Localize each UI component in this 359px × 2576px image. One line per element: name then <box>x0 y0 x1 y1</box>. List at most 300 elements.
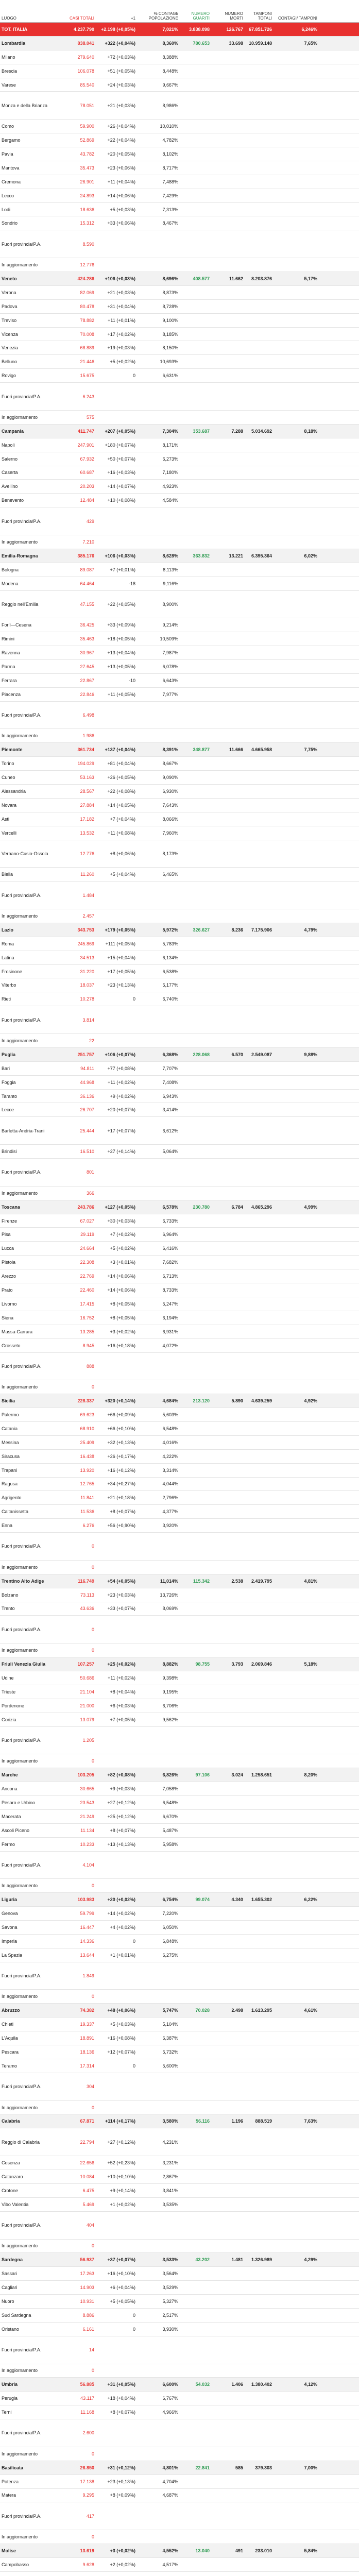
province-row <box>0 2364 359 2378</box>
cell-pct-popolazione: 4,584% <box>162 498 178 503</box>
region-row <box>0 425 359 438</box>
cell-luogo: Trapani <box>2 1467 18 1473</box>
province-row <box>0 1948 359 1962</box>
cell-nuovi-casi: +1 (+0,02%) <box>110 2201 135 2207</box>
cell-guariti: 115.342 <box>193 1578 210 1584</box>
province-row <box>0 1325 359 1339</box>
cell-luogo: Ancona <box>2 1786 18 1792</box>
cell-luogo: Lombardia <box>2 40 26 46</box>
cell-luogo: Fuori provincia/P.A. <box>2 394 42 399</box>
province-row <box>0 1006 359 1034</box>
cell-pct-popolazione: 8,360% <box>162 40 178 46</box>
region-row <box>0 1394 359 1408</box>
cell-luogo: TOT. ITALIA <box>2 26 28 32</box>
cell-luogo: Piacenza <box>2 691 21 697</box>
cell-pct-popolazione: 8,628% <box>162 553 178 558</box>
cell-luogo: Campania <box>2 428 24 434</box>
province-row <box>0 1228 359 1242</box>
cell-pct-popolazione: 2,867% <box>162 2174 178 2179</box>
cell-nuovi-casi: +14 (+0,06%) <box>107 1274 135 1279</box>
cell-pct-popolazione: 9,195% <box>162 1689 178 1694</box>
cell-luogo: Treviso <box>2 317 17 323</box>
cell-nuovi-casi: +72 (+0,03%) <box>107 54 135 60</box>
cell-nuovi-casi: +7 (+0,01%) <box>110 567 135 572</box>
province-row <box>0 2572 359 2576</box>
cell-nuovi-casi: 0 <box>132 2063 135 2069</box>
province-row <box>0 2336 359 2364</box>
cell-nuovi-casi: +8 (+0,07%) <box>110 1827 135 1833</box>
cell-luogo: Fuori provincia/P.A. <box>2 2347 42 2353</box>
province-row <box>0 230 359 258</box>
cell-casi-totali: 107.257 <box>77 1662 94 1667</box>
cell-casi-totali: 116.749 <box>77 1578 94 1584</box>
cell-pct-popolazione: 6,964% <box>162 1232 178 1238</box>
cell-pct-popolazione: 6,050% <box>162 1924 178 1930</box>
province-row <box>0 937 359 951</box>
cell-casi-totali: 50.686 <box>80 1675 94 1681</box>
cell-casi-totali: 30.967 <box>80 650 94 656</box>
cell-casi-totali: 24.664 <box>80 1246 94 1251</box>
cell-casi-totali: 16.510 <box>80 1149 94 1155</box>
region-row <box>0 549 359 563</box>
province-row <box>0 1311 359 1325</box>
cell-casi-totali: 0 <box>91 1994 94 1999</box>
cell-luogo: Fermo <box>2 1841 15 1847</box>
cell-casi-totali: 0 <box>91 1883 94 1889</box>
cell-pct-popolazione: 8,986% <box>162 103 178 108</box>
cell-casi-totali: 21.000 <box>80 1703 94 1708</box>
cell-pct-popolazione: 3,314% <box>162 1467 178 1473</box>
cell-luogo: Napoli <box>2 442 15 448</box>
cell-casi-totali: 73.113 <box>80 1592 94 1598</box>
province-row <box>0 1561 359 1574</box>
region-row <box>0 923 359 937</box>
cell-nuovi-casi: +48 (+0,06%) <box>107 2008 135 2013</box>
cell-pct-popolazione: 3,841% <box>162 2188 178 2193</box>
cell-pct-popolazione: 8,696% <box>162 276 178 281</box>
cell-pct-popolazione: 6,643% <box>162 677 178 683</box>
province-row <box>0 300 359 314</box>
province-row <box>0 978 359 992</box>
cell-luogo: In aggiornamento <box>2 1190 38 1196</box>
cell-nuovi-casi: +50 (+0,07%) <box>107 456 135 462</box>
province-row <box>0 507 359 535</box>
cell-pct-popolazione: 4,222% <box>162 1453 178 1459</box>
cell-pct-popolazione: 6,134% <box>162 955 178 960</box>
cell-luogo: Macerata <box>2 1814 21 1819</box>
cell-casi-totali: 18.136 <box>80 2049 94 2055</box>
cell-casi-totali: 3.814 <box>82 1017 94 1023</box>
cell-casi-totali: 35.463 <box>80 636 94 642</box>
province-row <box>0 1145 359 1159</box>
cell-luogo: Salerno <box>2 456 18 462</box>
cell-tamponi: 4.665.958 <box>251 747 272 753</box>
cell-luogo: Catanzaro <box>2 2174 23 2179</box>
province-row <box>0 1713 359 1727</box>
cell-casi-totali: 194.029 <box>77 761 94 767</box>
cell-nuovi-casi: -18 <box>128 581 135 586</box>
cell-nuovi-casi: +17 (+0,07%) <box>107 1128 135 1133</box>
cell-luogo: Enna <box>2 1523 13 1529</box>
cell-morti: 8.236 <box>231 927 243 933</box>
cell-luogo: In aggiornamento <box>2 1758 38 1764</box>
cell-contagi-tamponi: 4,61% <box>304 2008 317 2013</box>
cell-pct-popolazione: 4,517% <box>162 2562 178 2567</box>
cell-pct-popolazione: 4,072% <box>162 1343 178 1348</box>
cell-morti: 126.767 <box>226 26 243 32</box>
cell-pct-popolazione: 6,706% <box>162 1703 178 1708</box>
cell-luogo: Rovigo <box>2 373 16 379</box>
cell-nuovi-casi: +15 (+0,04%) <box>107 955 135 960</box>
cell-contagi-tamponi: 5,18% <box>304 1662 317 1667</box>
cell-luogo: Imperia <box>2 1938 18 1944</box>
cell-luogo: Terni <box>2 2410 12 2415</box>
table-body <box>0 23 359 2576</box>
cell-luogo: Ragusa <box>2 1481 18 1487</box>
province-row <box>0 1062 359 1076</box>
region-row <box>0 1200 359 1214</box>
province-row <box>0 203 359 217</box>
cell-casi-totali: 0 <box>91 1544 94 1549</box>
cell-pct-popolazione: 3,920% <box>162 1523 178 1529</box>
cell-pct-popolazione: 7,058% <box>162 1786 178 1792</box>
cell-luogo: In aggiornamento <box>2 913 38 919</box>
cell-casi-totali: 11.134 <box>80 1827 94 1833</box>
cell-pct-popolazione: 8,102% <box>162 151 178 157</box>
table-header <box>0 0 359 23</box>
cell-casi-totali: 59.799 <box>80 1911 94 1917</box>
cell-casi-totali: 30.665 <box>80 1786 94 1792</box>
cell-pct-popolazione: 6,538% <box>162 969 178 974</box>
cell-luogo: Roma <box>2 941 14 946</box>
cell-luogo: Cuneo <box>2 775 15 781</box>
cell-contagi-tamponi: 6,246% <box>301 26 317 32</box>
cell-luogo: Modena <box>2 581 19 586</box>
province-row <box>0 563 359 577</box>
province-row <box>0 1519 359 1533</box>
cell-casi-totali: 12.776 <box>80 851 94 856</box>
cell-casi-totali: 18.636 <box>80 207 94 212</box>
cell-nuovi-casi: +10 (+0,10%) <box>107 2174 135 2179</box>
cell-casi-totali: 0 <box>91 1564 94 1570</box>
total-row <box>0 23 359 37</box>
cell-luogo: Matera <box>2 2493 16 2498</box>
cell-luogo: Brindisi <box>2 1149 17 1155</box>
cell-nuovi-casi: +51 (+0,05%) <box>107 68 135 74</box>
cell-casi-totali: 424.286 <box>77 276 94 281</box>
cell-luogo: Lazio <box>2 927 14 933</box>
cell-casi-totali: 429 <box>86 518 94 524</box>
cell-pct-popolazione: 3,535% <box>162 2201 178 2207</box>
province-row <box>0 1727 359 1755</box>
cell-casi-totali: 6.161 <box>82 2326 94 2332</box>
cell-luogo: Fuori provincia/P.A. <box>2 1017 42 1023</box>
cell-tamponi: 4.639.259 <box>251 1398 272 1404</box>
cell-pct-popolazione: 8,900% <box>162 601 178 607</box>
cell-nuovi-casi: +26 (+0,05%) <box>107 775 135 781</box>
cell-luogo: Marche <box>2 1772 18 1778</box>
cell-luogo: L'Aquila <box>2 2036 18 2041</box>
cell-casi-totali: 228.337 <box>77 1398 94 1404</box>
cell-guariti: 43.202 <box>195 2257 210 2263</box>
cell-pct-popolazione: 6,548% <box>162 1426 178 1431</box>
cell-luogo: Sassari <box>2 2271 18 2277</box>
cell-morti: 6.784 <box>231 1204 243 1210</box>
cell-casi-totali: 8.886 <box>82 2312 94 2318</box>
cell-casi-totali: 22.656 <box>80 2160 94 2166</box>
cell-casi-totali: 26.901 <box>80 179 94 184</box>
cell-casi-totali: 82.069 <box>80 290 94 295</box>
cell-tamponi: 10.959.148 <box>248 40 272 46</box>
cell-casi-totali: 27.645 <box>80 664 94 669</box>
cell-pct-popolazione: 7,977% <box>162 691 178 697</box>
cell-casi-totali: 16.752 <box>80 1315 94 1320</box>
cell-luogo: Fuori provincia/P.A. <box>2 1626 42 1632</box>
cell-nuovi-casi: +19 (+0,03%) <box>107 345 135 351</box>
cell-casi-totali: 21.104 <box>80 1689 94 1694</box>
cell-pct-popolazione: 5,487% <box>162 1827 178 1833</box>
cell-luogo: Lucca <box>2 1246 14 1251</box>
cell-casi-totali: 43.636 <box>80 1606 94 1612</box>
cell-nuovi-casi: +16 (+0,18%) <box>107 1343 135 1348</box>
cell-luogo: Verona <box>2 290 16 295</box>
cell-morti: 1.196 <box>231 2119 243 2124</box>
col-tamponi: TAMPONI TOTALI <box>253 11 272 21</box>
cell-pct-popolazione: 8,113% <box>163 567 178 572</box>
cell-casi-totali: 68.910 <box>80 1426 94 1431</box>
cell-casi-totali: 417 <box>86 2513 94 2519</box>
cell-luogo: Emilia-Romagna <box>2 553 38 558</box>
cell-nuovi-casi: +33 (+0,06%) <box>107 221 135 226</box>
cell-morti: 3.024 <box>231 1772 243 1778</box>
province-row <box>0 1187 359 1200</box>
cell-morti: 1.406 <box>231 2382 243 2387</box>
cell-casi-totali: 26.850 <box>80 2465 94 2470</box>
cell-luogo: Massa-Carrara <box>2 1329 33 1334</box>
cell-casi-totali: 10.233 <box>80 1841 94 1847</box>
cell-casi-totali: 8.590 <box>82 241 94 247</box>
cell-guariti: 54.032 <box>195 2382 210 2387</box>
cell-pct-popolazione: 5,177% <box>162 982 178 988</box>
cell-pct-popolazione: 8,069% <box>162 1606 178 1612</box>
cell-guariti: 408.577 <box>193 276 210 281</box>
cell-nuovi-casi: +114 (+0,17%) <box>105 2119 135 2124</box>
cell-nuovi-casi: +20 (+0,05%) <box>107 151 135 157</box>
cell-guariti: 99.074 <box>195 1897 210 1903</box>
cell-luogo: Fuori provincia/P.A. <box>2 1363 42 1369</box>
province-row <box>0 2031 359 2045</box>
cell-pct-popolazione: 8,728% <box>162 303 178 309</box>
province-row <box>0 1242 359 1256</box>
cell-nuovi-casi: +25 (+0,02%) <box>107 1662 135 1667</box>
cell-nuovi-casi: +106 (+0,03%) <box>105 276 135 281</box>
province-row <box>0 2170 359 2184</box>
cell-contagi-tamponi: 6,22% <box>304 1897 317 1903</box>
cell-casi-totali: 10.084 <box>80 2174 94 2179</box>
cell-casi-totali: 18.891 <box>80 2036 94 2041</box>
province-row <box>0 826 359 840</box>
cell-nuovi-casi: +2 (+0,02%) <box>110 2562 135 2567</box>
cell-casi-totali: 838.041 <box>77 40 94 46</box>
cell-pct-popolazione: 5,972% <box>162 927 178 933</box>
cell-luogo: Reggio di Calabria <box>2 2139 40 2145</box>
province-row <box>0 660 359 674</box>
cell-nuovi-casi: 0 <box>132 2326 135 2332</box>
cell-luogo: Piemonte <box>2 747 23 753</box>
cell-guariti: 348.877 <box>193 747 210 753</box>
province-row <box>0 1588 359 1602</box>
cell-luogo: In aggiornamento <box>2 733 38 739</box>
province-row <box>0 341 359 355</box>
cell-nuovi-casi: +16 (+0,10%) <box>107 2271 135 2277</box>
cell-nuovi-casi: +5 (+0,02%) <box>110 359 135 365</box>
cell-luogo: In aggiornamento <box>2 539 38 545</box>
cell-tamponi: 7.175.906 <box>251 927 272 933</box>
cell-luogo: Nuoro <box>2 2299 14 2304</box>
cell-pct-popolazione: 3,529% <box>162 2285 178 2291</box>
cell-luogo: In aggiornamento <box>2 2451 38 2456</box>
cell-luogo: Udine <box>2 1675 14 1681</box>
cell-luogo: In aggiornamento <box>2 1648 38 1653</box>
cell-pct-popolazione: 6,368% <box>162 1052 178 1057</box>
cell-nuovi-casi: +5 (+0,02%) <box>110 1246 135 1251</box>
cell-pct-popolazione: 7,987% <box>162 650 178 656</box>
cell-luogo: Benevento <box>2 498 24 503</box>
cell-nuovi-casi: +82 (+0,08%) <box>107 1772 135 1778</box>
cell-nuovi-casi: +26 (+0,04%) <box>107 124 135 129</box>
cell-casi-totali: 11.168 <box>80 2410 94 2415</box>
cell-nuovi-casi: +24 (+0,03%) <box>107 82 135 88</box>
col-new: +1 <box>130 16 135 21</box>
cell-casi-totali: 0 <box>91 1626 94 1632</box>
province-row <box>0 314 359 328</box>
cell-guariti: 97.106 <box>195 1772 210 1778</box>
province-row <box>0 216 359 230</box>
cell-luogo: Sud Sardegna <box>2 2312 31 2318</box>
cell-nuovi-casi: +9 (+0,03%) <box>110 1786 135 1792</box>
cell-guariti: 353.687 <box>193 428 210 434</box>
province-row <box>0 2128 359 2156</box>
cell-luogo: Frosinone <box>2 969 23 974</box>
cell-nuovi-casi: +16 (+0,03%) <box>107 470 135 476</box>
cell-luogo: Novara <box>2 802 17 808</box>
province-row <box>0 1879 359 1893</box>
cell-tamponi: 5.034.692 <box>251 428 272 434</box>
cell-nuovi-casi: +22 (+0,05%) <box>107 601 135 607</box>
cell-tamponi: 888.519 <box>255 2119 272 2124</box>
cell-casi-totali: 2.457 <box>82 913 94 919</box>
cell-luogo: Avellino <box>2 484 18 489</box>
cell-nuovi-casi: +56 (+0,90%) <box>107 1523 135 1529</box>
cell-pct-popolazione: 6,943% <box>162 1093 178 1099</box>
province-row <box>0 78 359 92</box>
cell-pct-popolazione: 7,313% <box>162 207 178 212</box>
cell-casi-totali: 44.968 <box>80 1079 94 1085</box>
cell-luogo: Bergamo <box>2 138 21 143</box>
cell-luogo: In aggiornamento <box>2 2243 38 2249</box>
province-row <box>0 1283 359 1297</box>
province-row <box>0 328 359 342</box>
cell-tamponi: 1.380.402 <box>251 2382 272 2387</box>
cell-guariti: 228.068 <box>193 1052 210 1057</box>
cell-casi-totali: 67.932 <box>80 456 94 462</box>
col-contagi-tamponi: CONTAGI/ TAMPONI <box>278 16 317 21</box>
cell-nuovi-casi: +320 (+0,14%) <box>105 1398 135 1404</box>
cell-pct-popolazione: 7,304% <box>162 428 178 434</box>
cell-pct-popolazione: 3,564% <box>162 2271 178 2277</box>
cell-casi-totali: 59.900 <box>80 124 94 129</box>
province-row <box>0 1616 359 1643</box>
cell-pct-popolazione: 9,667% <box>162 82 178 88</box>
cell-guariti: 22.841 <box>195 2465 210 2470</box>
cell-luogo: Gorizia <box>2 1717 16 1722</box>
cell-contagi-tamponi: 4,79% <box>304 927 317 933</box>
cell-pct-popolazione: 8,388% <box>162 54 178 60</box>
cell-luogo: Caserta <box>2 470 18 476</box>
cell-casi-totali: 18.037 <box>80 982 94 988</box>
cell-luogo: Monza e della Brianza <box>2 103 48 108</box>
cell-pct-popolazione: 6,670% <box>162 1814 178 1819</box>
province-row <box>0 438 359 452</box>
cell-luogo: Calabria <box>2 2119 20 2124</box>
cell-pct-popolazione: 4,016% <box>162 1439 178 1445</box>
cell-casi-totali: 9.628 <box>82 2562 94 2567</box>
cell-tamponi: 1.613.295 <box>251 2008 272 2013</box>
cell-luogo: Rieti <box>2 996 11 1002</box>
cell-casi-totali: 74.382 <box>80 2008 94 2013</box>
cell-casi-totali: 1.849 <box>82 1973 94 1979</box>
cell-luogo: In aggiornamento <box>2 1994 38 1999</box>
cell-guariti: 363.832 <box>193 553 210 558</box>
province-row <box>0 771 359 785</box>
cell-casi-totali: 13.285 <box>80 1329 94 1334</box>
cell-casi-totali: 22.867 <box>80 677 94 683</box>
province-row <box>0 2489 359 2503</box>
province-row <box>0 2184 359 2198</box>
cell-luogo: Forlì—Cesena <box>2 622 32 628</box>
cell-casi-totali: 103.205 <box>77 1772 94 1778</box>
cell-casi-totali: 21.446 <box>80 359 94 365</box>
cell-luogo: Vercelli <box>2 830 17 836</box>
cell-nuovi-casi: +31 (+0,04%) <box>107 303 135 309</box>
province-row <box>0 1852 359 1879</box>
cell-casi-totali: 22 <box>89 1038 94 1043</box>
cell-casi-totali: 53.163 <box>80 775 94 781</box>
cell-tamponi: 1.258.651 <box>251 1772 272 1778</box>
province-row <box>0 799 359 812</box>
province-row <box>0 729 359 743</box>
cell-casi-totali: 251.757 <box>77 1052 94 1057</box>
cell-pct-popolazione: 13,726% <box>160 1592 178 1598</box>
cell-casi-totali: 0 <box>91 2451 94 2456</box>
cell-casi-totali: 89.087 <box>80 567 94 572</box>
cell-luogo: Biella <box>2 872 13 877</box>
cell-casi-totali: 366 <box>86 1190 94 1196</box>
cell-luogo: Trento <box>2 1606 15 1612</box>
cell-luogo: Campobasso <box>2 2562 29 2567</box>
cell-luogo: In aggiornamento <box>2 1038 38 1043</box>
cell-nuovi-casi: +11 (+0,01%) <box>108 317 135 323</box>
cell-nuovi-casi: +11 (+0,04%) <box>108 179 135 184</box>
cell-casi-totali: 279.640 <box>77 54 94 60</box>
cell-pct-popolazione: 6,826% <box>162 1772 178 1778</box>
cell-pct-popolazione: 7,180% <box>162 470 178 476</box>
cell-pct-popolazione: 5,747% <box>162 2008 178 2013</box>
region-row <box>0 272 359 286</box>
province-row <box>0 2309 359 2323</box>
cell-pct-popolazione: 4,231% <box>162 2139 178 2145</box>
cell-casi-totali: 6.276 <box>82 1523 94 1529</box>
